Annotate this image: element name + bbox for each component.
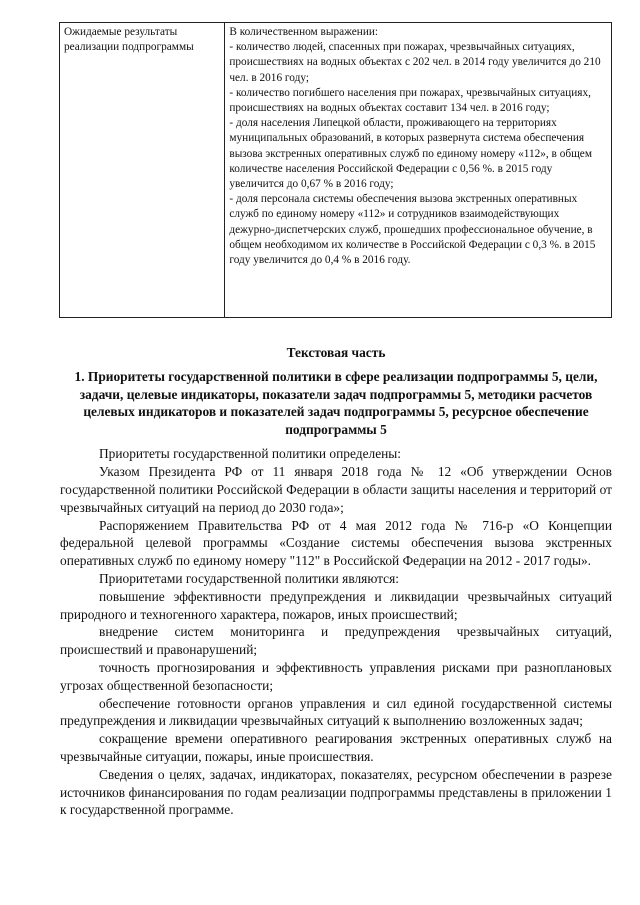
table-line: В количественном выражении:: [229, 26, 379, 38]
paragraph: Указом Президента РФ от 11 января 2018 года № 12 «Об утверждении Основ государственной политики Российской Федерации в области защиты населения и территорий от чрезвычайных ситуаций на период до 2030 года»;: [60, 464, 612, 515]
table-line: - количество погибшего населения при пожарах, чрезвычайных ситуациях, происшествиях на водных объектах составит 134 чел. в 2016 году;: [229, 86, 591, 115]
paragraph: Приоритетами государственной политики являются:: [99, 570, 399, 586]
paragraph: внедрение систем мониторинга и предупреждения чрезвычайных ситуаций, происшествий и правонарушений;: [60, 624, 612, 658]
table-line: - доля населения Липецкой области, проживающего на территориях муниципальных образований, в которых развернута система обеспечения вызова экстренных оперативных служб по единому номеру «112», в общем количестве населения Российской Федерации с 0,56 %. в 2015 году увеличится до 0,67 % в 2016 году;: [229, 117, 592, 191]
expected-results-table: [59, 22, 612, 318]
table-line: - количество людей, спасенных при пожарах, чрезвычайных ситуациях, происшествиях на водных объектах с 202 чел. в 2014 году увеличится до 210 чел. в 2016 году;: [229, 41, 601, 84]
paragraph: Распоряжением Правительства РФ от 4 мая 2012 года № 716-р «О Концепции федеральной целевой программы «Создание системы обеспечения вызова экстренных оперативных служб по единому номеру "112" в Российской Федерации на 2012 - 2017 годы».: [60, 517, 612, 569]
paragraph: точность прогнозирования и эффективность управления рисками при разноплановых угрозах общественной безопасности;: [60, 659, 612, 693]
table-label-cell: Ожидаемые результаты реализации подпрограммы: [60, 23, 225, 318]
text-section: [60, 344, 612, 819]
section-title: Текстовая часть: [286, 345, 386, 360]
table-row: [60, 23, 612, 318]
paragraph: сокращение времени оперативного реагирования экстренных оперативных служб на чрезвычайные ситуации, пожары, иные происшествия.: [60, 731, 612, 764]
paragraph: Приоритеты государственной политики определены:: [99, 446, 402, 462]
paragraph: повышение эффективности предупреждения и ликвидации чрезвычайных ситуаций природного и техногенного характера, пожаров, иных происшествий;: [60, 588, 612, 622]
table-value-cell: [225, 23, 612, 318]
table-line: - доля персонала системы обеспечения вызова экстренных оперативных служб по единому номеру «112» и сотрудников взаимодействующих дежурно-диспетчерских служб, прошедших профессиональное обучение, в общем необходимом их количестве в Российской Федерации с 0,3 %. в 2015 году увеличится до 0,4 % в 2016 году.: [229, 193, 596, 267]
paragraph: обеспечение готовности органов управления и сил единой государственной системы предупреждения и ликвидации чрезвычайных ситуаций к выполнению возложенных задач;: [60, 695, 612, 729]
section-heading: 1. Приоритеты государственной политики в сфере реализации подпрограммы 5, цели, задачи, целевые индикаторы, показатели задач подпрограммы 5, методики расчетов целевых индикаторов и показателей задач подпрограммы 5, ресурсное обеспечение подпрограммы 5: [74, 369, 598, 437]
paragraph: Сведения о целях, задачах, индикаторах, показателях, ресурсном обеспечении в разрезе источников финансирования по годам реализации подпрограммы представлены в приложении 1 к государственной программе.: [60, 766, 612, 818]
